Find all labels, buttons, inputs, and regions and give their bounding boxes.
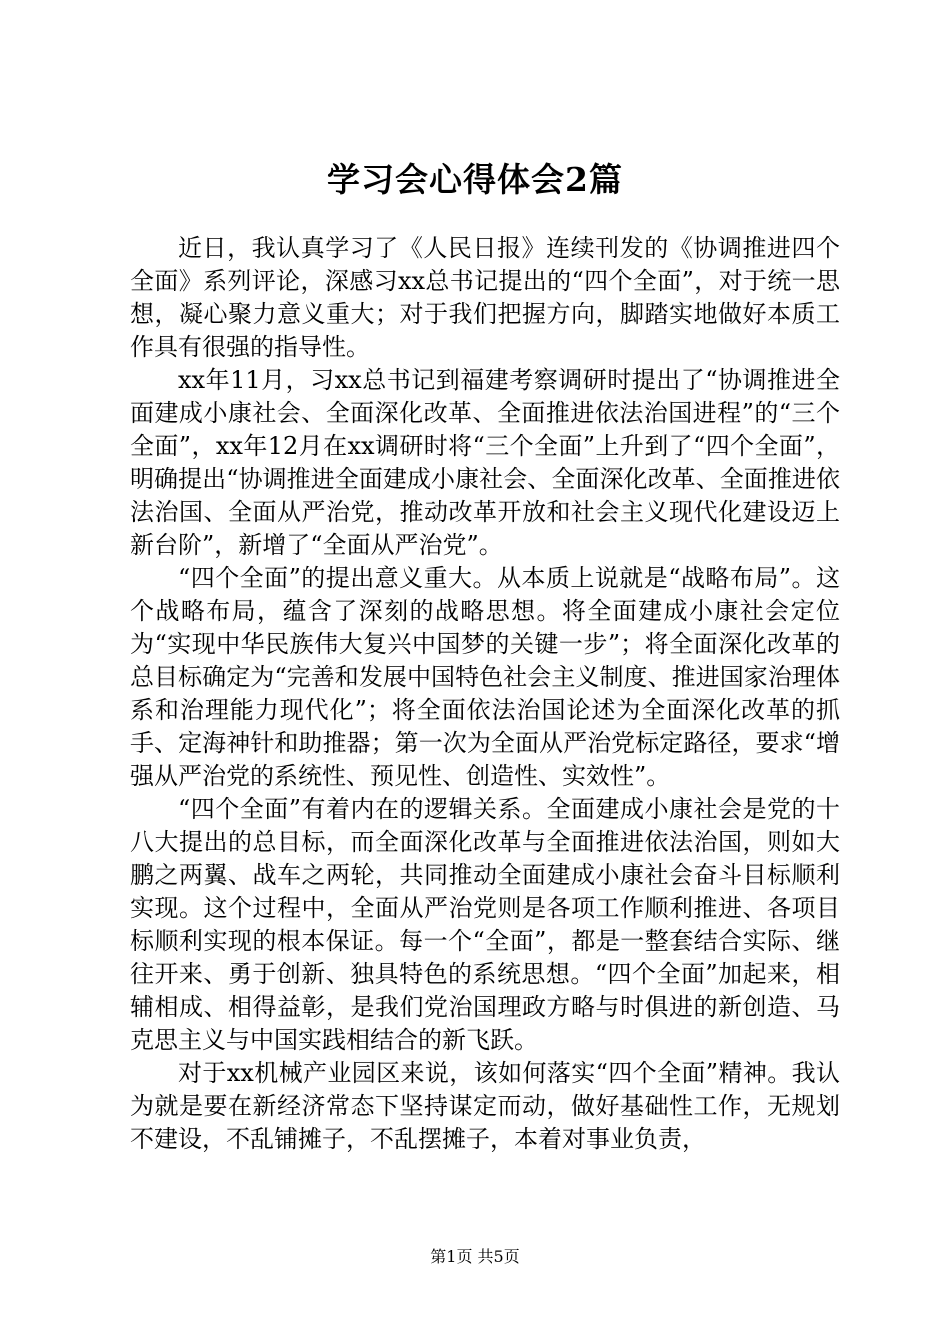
paragraph: 对于xx机械产业园区来说，该如何落实“四个全面”精神。我认为就是要在新经济常态下坚持谋定而动，做好基础性工作，无规划不建设，不乱铺摊子，不乱摆摊子，本着对事业负责， xyxy=(130,1059,840,1153)
paragraph: 近日，我认真学习了《人民日报》连续刊发的《协调推进四个全面》系列评论，深感习xx总书记提出的“四个全面”，对于统一思想，凝心聚力意义重大；对于我们把握方向，脚踏实地做好本质工作具有很强的指导性。 xyxy=(130,234,840,361)
document-title: 学习会心得体会2篇 xyxy=(327,160,623,199)
paragraph: xx年11月，习xx总书记到福建考察调研时提出了“协调推进全面建成小康社会、全面深化改革、全面推进依法治国进程”的“三个全面”，xx年12月在xx调研时将“三个全面”上升到了“四个全面”，明确提出“协调推进全面建成小康社会、全面深化改革、全面推进依法治国、全面从严治党，推动改革开放和社会主义现代化建设迈上新台阶”，新增了“全面从严治党”。 xyxy=(130,366,840,559)
paragraph: “四个全面”有着内在的逻辑关系。全面建成小康社会是党的十八大提出的总目标，而全面深化改革与全面推进依法治国，则如大鹏之两翼、战车之两轮，共同推动全面建成小康社会奋斗目标顺利实现。这个过程中，全面从严治党则是各项工作顺利推进、各项目标顺利实现的根本保证。每一个“全面”，都是一整套结合实际、继往开来、勇于创新、独具特色的系统思想。“四个全面”加起来，相辅相成、相得益彰，是我们党治国理政方略与时俱进的新创造、马克思主义与中国实践相结合的新飞跃。 xyxy=(130,795,840,1054)
paragraph: “四个全面”的提出意义重大。从本质上说就是“战略布局”。这个战略布局，蕴含了深刻的战略思想。将全面建成小康社会定位为“实现中华民族伟大复兴中国梦的关键一步”；将全面深化改革的总目标确定为“完善和发展中国特色社会主义制度、推进国家治理体系和治理能力现代化”；将全面依法治国论述为全面深化改革的抓手、定海神针和助推器；第一次为全面从严治党标定路径，要求“增强从严治党的系统性、预见性、创造性、实效性”。 xyxy=(130,564,840,790)
document-body xyxy=(130,232,840,1156)
page-footer: 第1页 共5页 xyxy=(430,1247,520,1266)
